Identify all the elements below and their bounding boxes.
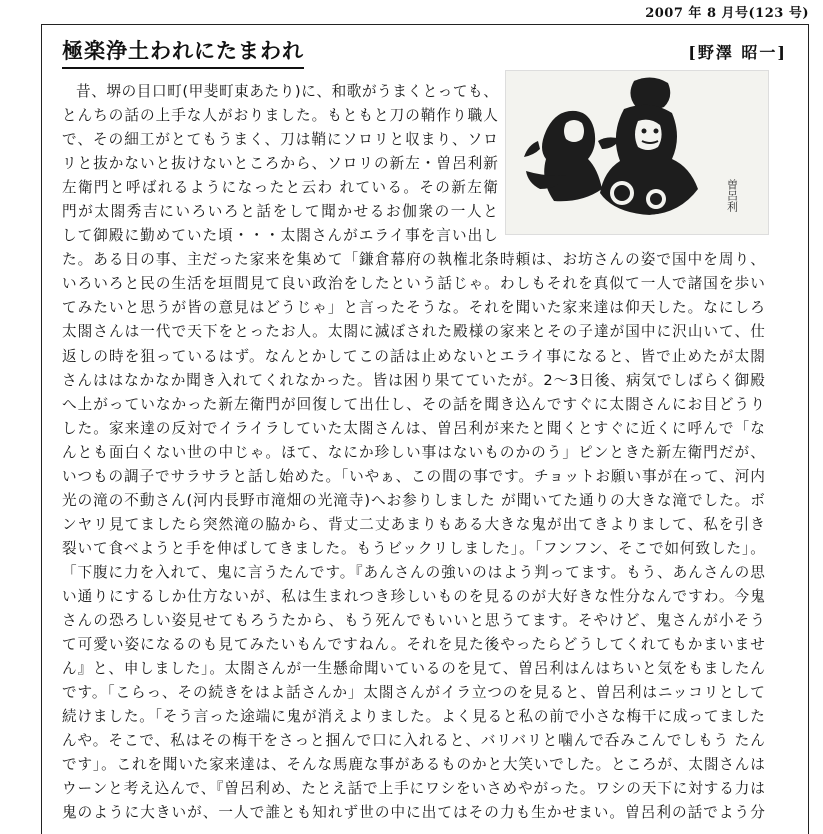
body-line: 続けました。「そう言った途端に鬼が消えよりました。よく見ると私の前で小さな梅干に成ってました [62,708,765,726]
body-line: です」。これを聞いた家来達は、そんな馬鹿な事があるものかと大笑いでした。ところが、太閤さんは [62,756,765,774]
body-line: ウーンと考え込んで、『曽呂利め、たとえ話で上手にワシをいさめやがった。ワシの天下に対する力は [62,780,765,798]
body-line: 左衛門と呼ばれるようになったと云わ れている。その新左衛 [62,179,498,197]
article-title: 極楽浄土われにたまわれ [62,35,304,69]
body-line: です。「こらっ、その続きをはよ話さんか」太閤さんがイラ立つのを見ると、曽呂利はニッコリとして [62,684,765,702]
body-line: 昔、堺の目口町(甲斐町東あたり)に、和歌がうまくとっても、 [76,83,498,100]
body-line: 返しの時を狙っているはず。なんとかしてこの話は止めないとエライ事になると、皆で止めたが太閤 [62,347,765,365]
body-line: へ上がっていなかった新左衛門が回復して出仕し、その話を聞き込んですぐに太閤さんにお目どうり [62,395,765,413]
body-line: いろいろと民の生活を垣間見て良い政治をしたという話じゃ。わしもそれを真似て一人で諸国を歩い [62,275,765,293]
body-line: ん』と、申しました」。太閤さんが一生懸命聞いているのを見て、曽呂利はんはちいと気をもましたん [62,660,765,678]
article-body [62,80,774,825]
body-line: さんははなかなか聞き入れてくれなかった。皆は困り果てていたが。2〜3日後、病気でしばらく御殿 [62,371,765,389]
body-line: 太閤さんは一代で天下をとったお人。太閤に滅ぼされた殿様の家来とその子達が国中に沢山いて、仕 [62,323,765,341]
body-line: 裂いて食べようと手を伸ばしてきました。もうビックリしました」。「フンフン、そこで如何致した」。 [62,539,765,557]
body-line: てみたいと思うが皆の意見はどうじゃ」と言ったそうな。それを聞いた家来達は仰天した。なにしろ [62,299,765,317]
body-line: とんちの話の上手な人がおりました。もともと刀の鞘作り職人 [62,107,498,125]
body-line: 光の滝の不動さん(河内長野市滝畑の光滝寺)へお参りしました が聞いてた通りの大きな滝でした。ボ [62,491,765,509]
issue-label: 2007 年 8 月号(123 号) [645,6,809,21]
body-line: ンヤリ見てましたら突然滝の脇から、背丈二丈あまりもある大きな鬼が出てきよりまして、私を引き [62,515,765,533]
body-line: 鬼のように大きいが、一人で誰とも知れず世の中に出てはその力も生かせまい。曽呂利の話でよう分 [62,804,765,822]
body-line: さんの恐ろしい姿見せてもろうたから、もう死んでもいいと思うてます。そやけど、鬼さんが小そう [62,612,765,630]
body-line: して御殿に勤めていた頃・・・太閤さんがエライ事を言い出し [62,227,498,245]
illustration-signature: 曽呂利 [725,179,739,212]
body-line: いつもの調子でサラサラと話し始めた。「いやぁ、この間の事です。チョットお願い事が在って、河内 [62,467,765,485]
body-line: 門が太閤秀吉にいろいろと話をして聞かせるお伽衆の一人と [62,203,498,221]
body-line: い通りにするしか仕方ないが、私は生まれつき珍しいものを見るのが大好きな性分なんですわ。今鬼 [62,587,765,605]
body-line: した。家来達の反対でイライラしていた太閤さんは、曽呂利が来たと聞くとすぐに近くに呼んで「な [62,419,765,437]
article-author: [野澤 昭一] [688,43,787,62]
body-line: んや。そこで、私はその梅干をさっと掴んで口に入れると、バリバリと噛んで呑みこんでしもう たん [62,732,765,750]
body-line: んとも面白くない世の中じゃ。ほて、なにか珍しい事はないものかのう」ピンときた新左衛門だが、 [62,443,765,461]
body-line: で、その細工がとてもうまく、刀は鞘にソロリと収まり、ソロ [62,131,498,149]
body-line: 「下腹に力を入れて、鬼に言うたんです。『あんさんの強いのはよう判ってます。もう、あんさんの思 [62,563,765,581]
body-line: た。ある日の事、主だった家来を集めて「鎌倉幕府の執権北条時頼は、お坊さんの姿で国中を周り、 [62,251,765,269]
body-line: リと抜かないと抜けないところから、ソロリの新左・曽呂利新 [62,155,498,173]
body-line: て可愛い姿になるのも見てみたいもんですねん。それを見た後やったらどうしてくれてもかまいませ [62,636,765,654]
